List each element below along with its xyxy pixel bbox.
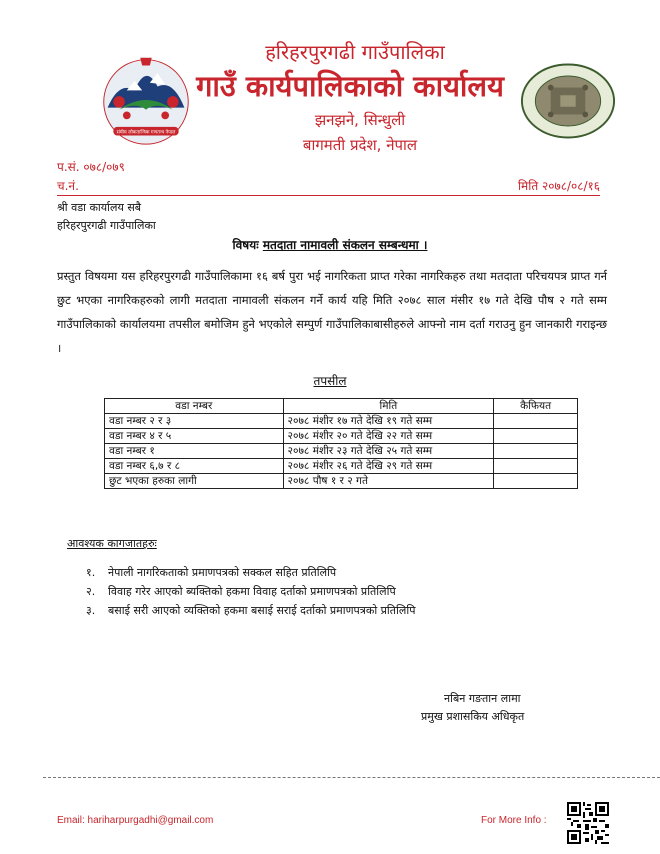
reference-number: प.सं. ०७८/०७९ [57,160,125,174]
date-cell: २०७८ मंशीर १७ गते देखि १९ गते सम्म [283,414,494,429]
subject-line [0,236,660,253]
list-text: विवाह गरेर आएको ब्यक्तिको हकमा विवाह दर्ताको प्रमाणपत्रको प्रतिलिपि [108,585,396,598]
table-row [105,474,578,489]
ward-cell: वडा नम्बर ४ र ५ [105,429,284,444]
table-row [105,459,578,474]
header-divider [57,195,600,196]
signatory-title: प्रमुख प्रशासकिय अधिकृत [421,710,525,723]
header-ward: वडा नम्बर [105,399,284,414]
letter-date: मिति २०७८/०८/१६ [517,179,600,193]
list-item [86,601,415,620]
remarks-cell [494,474,578,489]
list-text: बसाई सरी आएको व्यक्तिको हकमा बसाई सराई दर्ताको प्रमाणपत्रको प्रतिलिपि [108,604,416,617]
letter-body: प्रस्तुत विषयमा यस हरिहरपुरगढी गाउँपालिकामा १६ बर्ष पुरा भई नागरिकता प्राप्त गरेका नागरिकहरु तथा मतदाता परिचयपत्र प्राप्त गर्न छुट भएका नागरिकहरुको लागी मतदाता नामावली संकलन गर्ने कार्य यहि मिति २०७८ साल मंसीर १७ गते देखि पौष २ गते सम्म गाउँपालिकाको कार्यालयमा तपसील बमोजिम हुने भएकोले सम्पुर्ण गाउँपालिकाबासीहरुले आफ्नो नाम दर्ता गराउनु हुन जानकारी गराइन्छ । [57,269,607,355]
addressee-line-2: हरिहरपुरगढी गाउँपालिका [57,219,156,232]
date-cell: २०७८ मंशीर २६ गते देखि २९ गते सम्म [283,459,494,474]
ward-cell: वडा नम्बर ६,७ र ८ [105,459,284,474]
office-location: झनझने, सिन्धुली [314,111,406,129]
ward-cell: वडा नम्बर २ र ३ [105,414,284,429]
remarks-cell [494,444,578,459]
municipality-name: हरिहरपुरगढी गाउँपालिका [265,40,445,64]
documents-list [86,563,415,620]
footer-divider [43,777,660,778]
table-row [105,414,578,429]
remarks-cell [494,459,578,474]
list-number: २. [86,585,96,598]
subject-text: मतदाता नामावली संकलन सम्बन्धमा । [262,238,428,252]
schedule-title: तपसील [313,374,347,388]
ward-cell: वडा नम्बर १ [105,444,284,459]
emblem-text: संघीय लोकतान्त्रिक गणतन्त्र नेपाल [116,130,176,136]
addressee-line-1: श्री वडा कार्यालय सबै [57,201,142,214]
office-title: गाउँ कार्यपालिकाको कार्यालय [196,69,504,103]
remarks-cell [494,414,578,429]
office-province: बागमती प्रदेश, नेपाल [302,136,418,154]
table-row [105,429,578,444]
date-cell: २०७८ मंशीर २३ गते देखि २५ गते सम्म [283,444,494,459]
schedule-table [104,398,578,489]
list-item [86,563,415,582]
table-row [105,444,578,459]
list-number: १. [86,566,96,579]
list-item [86,582,415,601]
subject-label: विषयः [232,238,259,252]
footer-email[interactable]: Email: hariharpurgadhi@gmail.com [57,815,214,826]
list-number: ३. [86,604,96,617]
ward-cell: छुट भएका हरुका लागी [105,474,284,489]
date-cell: २०७८ मंशीर २० गते देखि २२ गते सम्म [283,429,494,444]
qr-code-icon[interactable] [567,802,609,844]
signatory-name: नबिन गङतान लामा [444,692,521,705]
header-remarks: कैफियत [494,399,578,414]
documents-title: आवश्यक कागजातहरुः [67,537,157,550]
header-date: मिति [283,399,494,414]
dispatch-number: च.नं. [57,179,79,193]
table-header-row [105,399,578,414]
date-cell: २०७८ पौष १ र २ गते [283,474,494,489]
remarks-cell [494,429,578,444]
list-text: नेपाली नागरिकताको प्रमाणपत्रको सक्कल सहित प्रतिलिपि [108,566,337,579]
footer-more-info: For More Info : [481,815,547,826]
